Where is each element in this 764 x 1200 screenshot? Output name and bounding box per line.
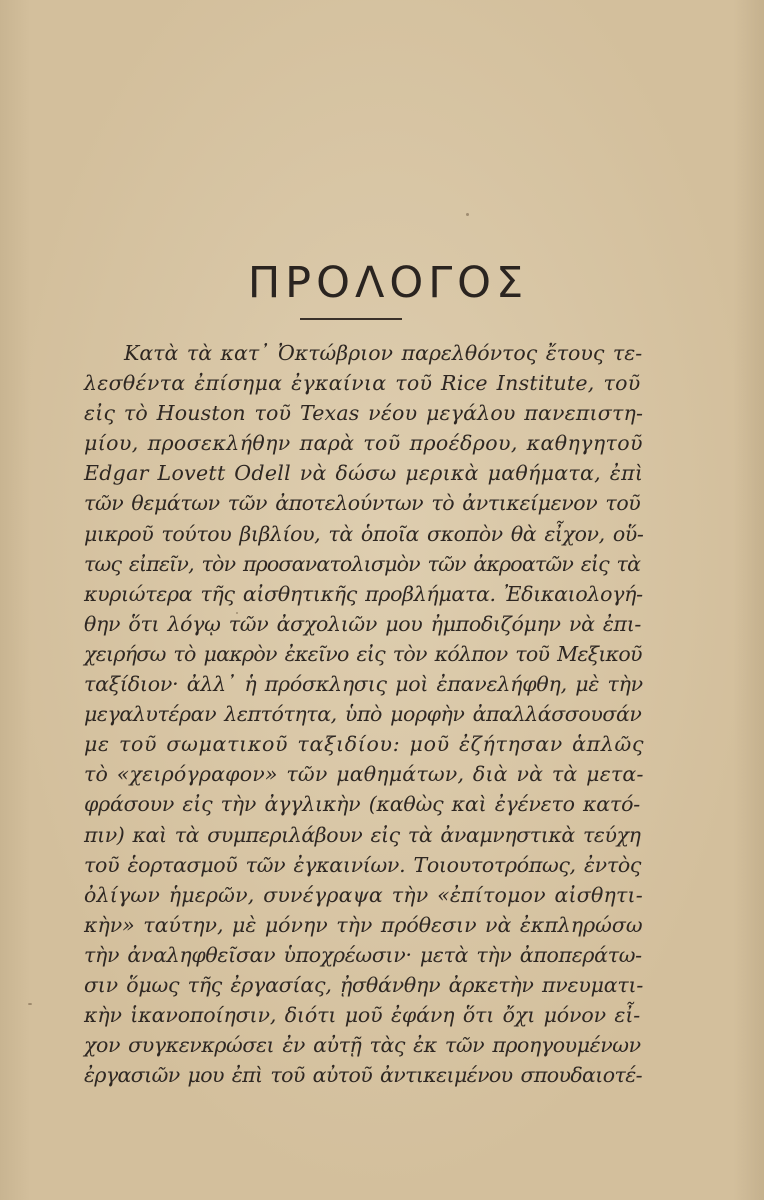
text-line: χον συγκενκρώσει ἐν αὐτῇ τὰς ἐκ τῶν προηγουμένων <box>84 1033 641 1058</box>
text-line: τοῦ ἑορτασμοῦ τῶν ἐγκαινίων. Τοιουτοτρόπως, ἐντὸς <box>84 852 642 877</box>
text-line: μικροῦ τούτου βιβλίου, τὰ ὁποῖα σκοπὸν θὰ εἶχον, οὕ- <box>84 521 644 546</box>
text-line: λεσθέντα ἐπίσημα ἐγκαίνια τοῦ Rice Institute, τοῦ <box>84 371 641 396</box>
text-line: κὴν ἱκανοποίησιν, διότι μοῦ ἐφάνη ὅτι ὄχι μόνον εἶ- <box>84 1003 641 1028</box>
text-line: κυριώτερα τῆς αἰσθητικῆς προβλήματα. Ἐδικαιολογή- <box>84 581 643 606</box>
text-line: Κατὰ τὰ κατ᾽ Ὀκτώβριον παρελθόντος ἔτους τε- <box>124 341 643 365</box>
text-line: μίου, προσεκλήθην παρὰ τοῦ προέδρου, καθηγητοῦ <box>84 431 643 456</box>
text-line: χειρήσω τὸ μακρὸν ἐκεῖνο εἰς τὸν κόλπον τοῦ Μεξικοῦ <box>84 641 642 666</box>
text-line: τὸ «χειρόγραφον» τῶν μαθημάτων, διὰ νὰ τὰ μετα- <box>84 762 644 787</box>
text-line: σιν ὅμως τῆς ἐργασίας, ᾐσθάνθην ἀρκετὴν πνευματι- <box>84 972 644 997</box>
text-line: ἐργασιῶν μου ἐπὶ τοῦ αὐτοῦ ἀντικειμένου σπουδαιοτέ- <box>84 1063 642 1088</box>
paper-speck <box>466 213 469 216</box>
page-title: ΠΡΟΛΟΓΟΣ <box>247 258 529 308</box>
text-line: φράσουν εἰς τὴν ἀγγλικὴν (καθὼς καὶ ἐγένετο κατό- <box>84 792 640 817</box>
text-line: πιν) καὶ τὰ συμπεριλάβουν εἰς τὰ ἀναμνηστικὰ τεύχη <box>84 822 641 847</box>
text-line: εἰς τὸ Houston τοῦ Texas νέου μεγάλου πανεπιστη- <box>84 401 644 426</box>
text-line: τῶν θεμάτων τῶν ἀποτελούντων τὸ ἀντικείμενον τοῦ <box>84 491 641 516</box>
text-line: ὀλίγων ἡμερῶν, συνέγραψα τὴν «ἐπίτομον αἰσθητι- <box>84 882 643 907</box>
text-line: θην ὅτι λόγῳ τῶν ἀσχολιῶν μου ἠμποδιζόμην νὰ ἐπι- <box>84 611 642 636</box>
text-line: τως εἰπεῖν, τὸν προσανατολισμὸν τῶν ἀκροατῶν εἰς τὰ <box>84 551 641 576</box>
text-line: τὴν ἀναληφθεῖσαν ὑποχρέωσιν· μετὰ τὴν ἀποπεράτω- <box>84 942 642 967</box>
title-rule <box>300 318 402 320</box>
text-line: Edgar Lovett Odell νὰ δώσω μερικὰ μαθήματα, ἐπὶ <box>84 461 644 486</box>
preface-paragraph <box>84 338 644 1090</box>
paper-speck <box>28 1003 32 1005</box>
paper-speck <box>236 612 238 614</box>
text-line: μεγαλυτέραν λεπτότητα, ὑπὸ μορφὴν ἀπαλλάσσουσάν <box>84 702 642 727</box>
text-line: με τοῦ σωματικοῦ ταξιδίου: μοῦ ἐζήτησαν ἁπλῶς <box>84 732 645 757</box>
text-line: ταξίδιον· ἀλλ᾽ ἡ πρόσκλησις μοὶ ἐπανελήφθη, μὲ τὴν <box>84 672 643 697</box>
text-line: κὴν» ταύτην, μὲ μόνην τὴν πρόθεσιν νὰ ἐκπληρώσω <box>84 912 643 937</box>
